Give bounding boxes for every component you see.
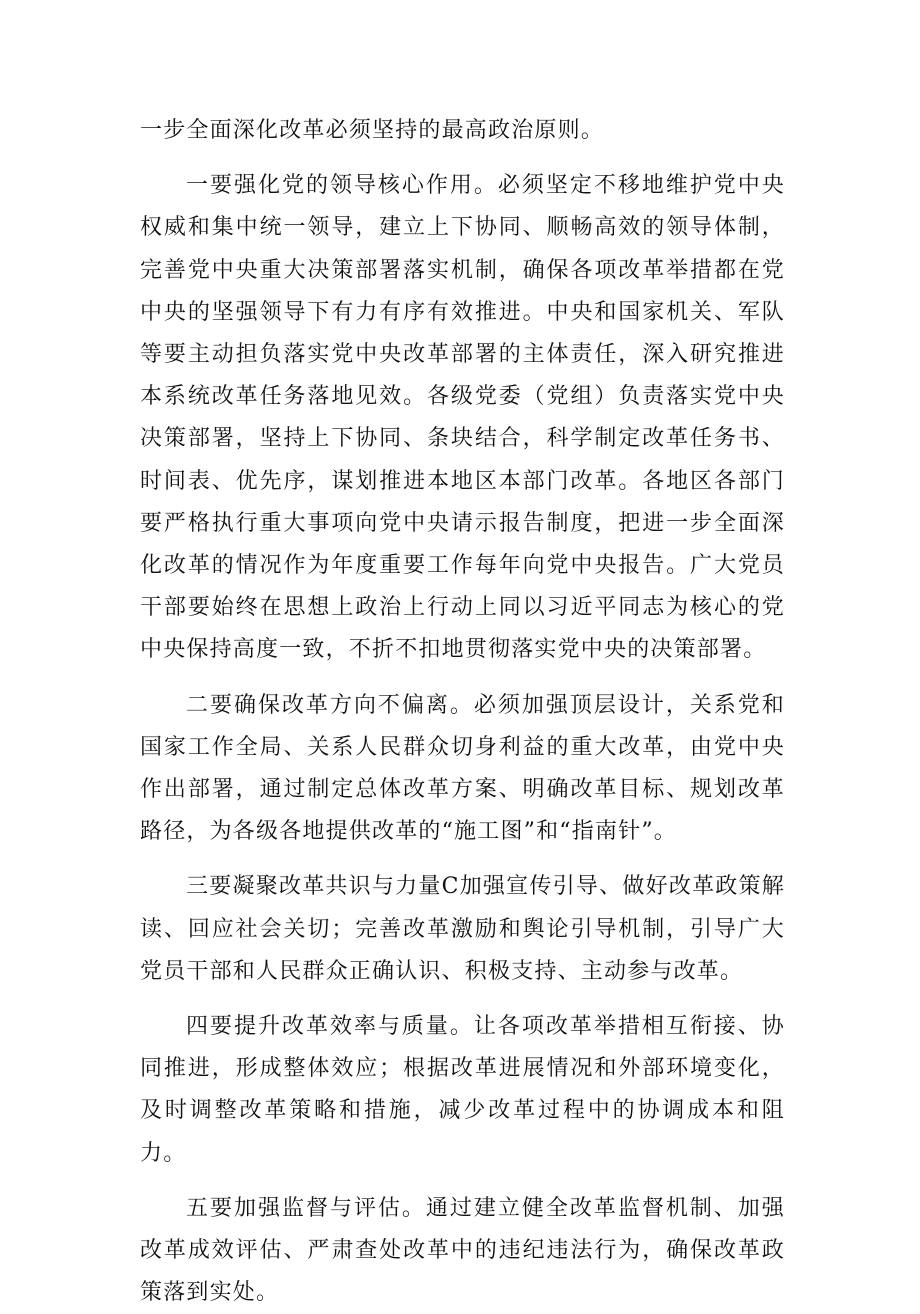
paragraph-continuation: 一步全面深化改革必须坚持的最高政治原则。 <box>140 118 605 143</box>
document-body <box>140 110 785 1314</box>
paragraph-party-leadership: 一要强化党的领导核心作用。必须坚定不移地维护党中央权威和集中统一领导，建立上下协同、顺畅高效的领导体制，完善党中央重大决策部署落实机制，确保各项改革举措都在党中央的坚强领导下有力有序有效推进。中央和国家机关、军队等要主动担负落实党中央改革部署的主体责任，深入研究推进本系统改革任务落地见效。各级党委（党组）负责落实党中央决策部署，坚持上下协同、条块结合，科学制定改革任务书、时间表、优先序，谋划推进本地区本部门改革。各地区各部门要严格执行重大事项向党中央请示报告制度，把进一步全面深化改革的情况作为年度重要工作每年向党中央报告。广大党员干部要始终在思想上政治上行动上同以习近平同志为核心的党中央保持高度一致，不折不扣地贯彻落实党中央的决策部署。 <box>140 173 785 663</box>
paragraph-reform-consensus: 三要凝聚改革共识与力量C加强宣传引导、做好改革政策解读、回应社会关切；完善改革激励和舆论引导机制，引导广大党员干部和人民群众正确认识、积极支持、主动参与改革。 <box>140 874 785 984</box>
paragraph-reform-efficiency: 四要提升改革效率与质量。让各项改革举措相互衔接、协同推进，形成整体效应；根据改革进展情况和外部环境变化，及时调整改革策略和措施，减少改革过程中的协调成本和阻力。 <box>140 1014 785 1166</box>
paragraph-reform-direction: 二要确保改革方向不偏离。必须加强顶层设计，关系党和国家工作全局、关系人民群众切身利益的重大改革，由党中央作出部署，通过制定总体改革方案、明确改革目标、规划改革路径，为各级各地提供改革的“施工图”和“指南针”。 <box>140 692 785 845</box>
paragraph-supervision-evaluation: 五要加强监督与评估。通过建立健全改革监督机制、加强改革成效评估、严肃查处改革中的违纪违法行为，确保改革政策落到实处。 <box>140 1195 785 1306</box>
